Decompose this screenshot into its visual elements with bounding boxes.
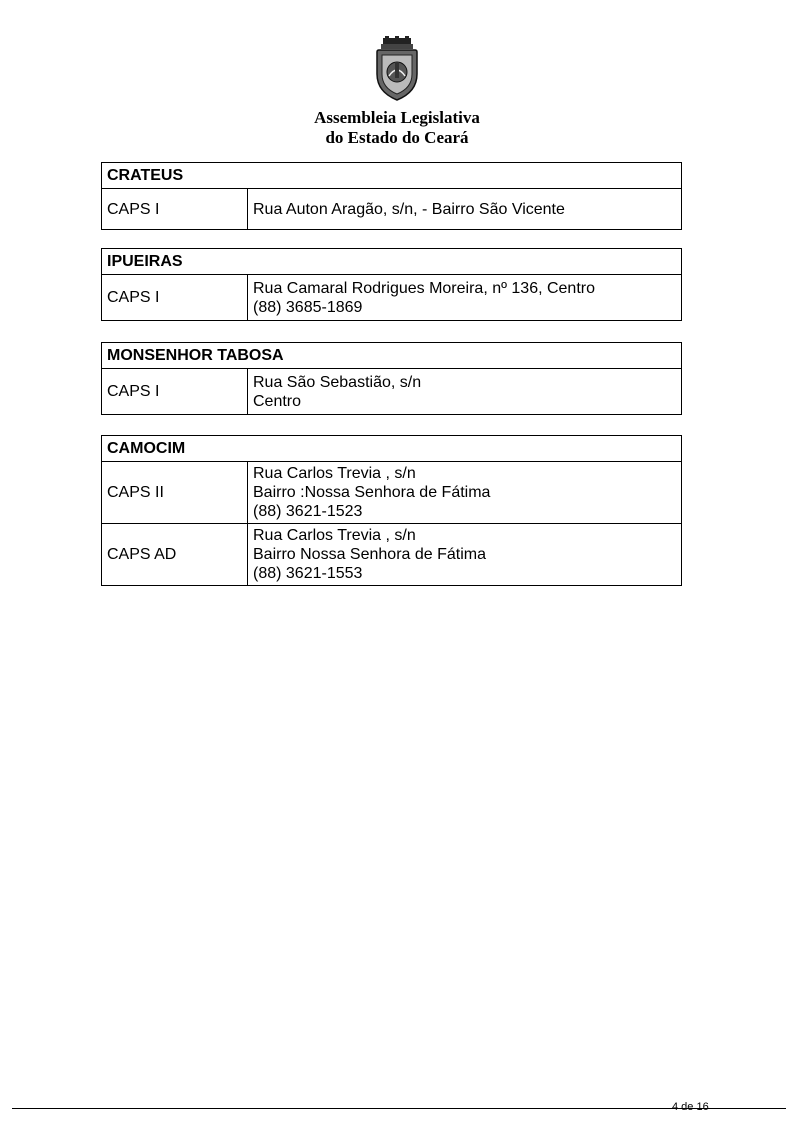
city-heading: CAMOCIM [102,436,682,462]
document-header [0,36,794,148]
address-line: (88) 3685-1869 [253,298,363,316]
address-line: Rua Camaral Rodrigues Moreira, nº 136, Centro [253,279,595,297]
page-number: 4 de 16 [672,1101,709,1113]
address-line: Bairro :Nossa Senhora de Fátima [253,484,491,501]
caps-table-camocim [101,435,682,586]
table-row [102,189,682,230]
table-row [102,275,682,321]
caps-table-monsenhor-tabosa [101,342,682,415]
unit-type: CAPS II [102,462,248,524]
city-heading: IPUEIRAS [102,249,682,275]
table-row [102,369,682,415]
address-line: Centro [253,392,302,410]
unit-address [248,189,682,230]
city-heading: MONSENHOR TABOSA [102,343,682,369]
unit-type: CAPS I [102,369,248,415]
city-heading: CRATEUS [102,163,682,189]
address-line: (88) 3621-1523 [253,503,363,520]
footer-divider [12,1108,786,1109]
address-line: Rua São Sebastião, s/n [253,373,422,391]
address-line: Rua Carlos Trevia , s/n [253,465,416,482]
address-line: Rua Auton Aragão, s/n, - Bairro São Vicente [253,200,565,218]
unit-type: CAPS I [102,189,248,230]
unit-address [248,369,682,415]
address-line: Bairro Nossa Senhora de Fátima [253,546,486,563]
unit-address [248,524,682,586]
table-row [102,524,682,586]
unit-address [248,275,682,321]
table-row [102,462,682,524]
address-line: Rua Carlos Trevia , s/n [253,527,416,544]
institution-name-line1: Assembleia Legislativa [314,108,480,127]
address-line: (88) 3621-1553 [253,565,363,582]
caps-table-ipueiras [101,248,682,321]
coat-of-arms-ceara-icon [371,36,423,102]
unit-type: CAPS I [102,275,248,321]
unit-type: CAPS AD [102,524,248,586]
unit-address [248,462,682,524]
caps-table-crateus [101,162,682,230]
institution-name-line2: do Estado do Ceará [325,128,469,147]
